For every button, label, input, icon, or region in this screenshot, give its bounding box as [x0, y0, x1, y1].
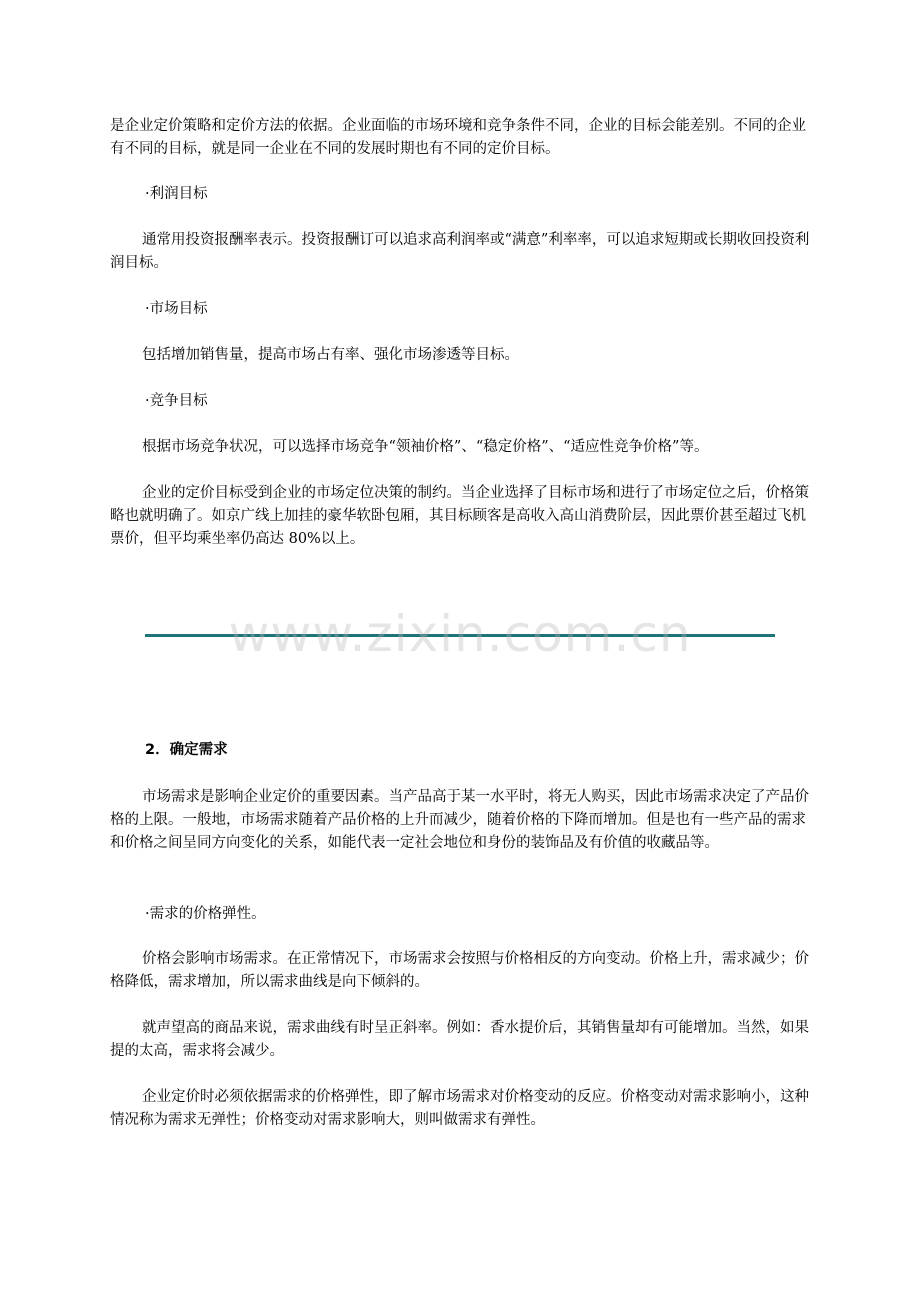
bullet-market-goal: ·市场目标 — [145, 301, 208, 317]
paragraph-market-demand: 市场需求是影响企业定价的重要因素。当产品高于某一水平时，将无人购买，因此市场需求决定了产品价格的上限。一般地，市场需求随着产品价格的上升而减少，随着价格的下降而增加。但是也有一些产品的需求和价格之间呈同方向变化的关系，如能代表一定社会地位和身份的装饰品及有价值的收藏品等。 — [110, 789, 809, 851]
bullet-competition-goal: ·竞争目标 — [145, 393, 208, 409]
paragraph-profit-goal: 通常用投资报酬率表示。投资报酬订可以追求高利润率或“满意”利率率，可以追求短期或长期收回投资利润目标。 — [110, 232, 810, 271]
paragraph-market-goal: 包括增加销售量，提高市场占有率、强化市场渗透等目标。 — [142, 347, 519, 363]
paragraph-market-positioning: 企业的定价目标受到企业的市场定位决策的制约。当企业选择了目标市场和进行了市场定位之后，价格策略也就明确了。如京广线上加挂的豪华软卧包厢，其目标顾客是高收入高山消费阶层，因此票价甚至超过飞机票价，但平均乘坐率仍高达 80%以上。 — [110, 485, 809, 547]
section-divider — [145, 634, 775, 637]
paragraph-competition-goal: 根据市场竞争状况，可以选择市场竞争“领袖价格”、“稳定价格”、“适应性竞争价格”等。 — [142, 439, 709, 455]
bullet-profit-goal: ·利润目标 — [145, 186, 208, 202]
section-heading-demand: 2．确定需求 — [145, 742, 228, 758]
watermark: www.zixin.com.cn — [228, 605, 692, 663]
paragraph-price-effect: 价格会影响市场需求。在正常情况下，市场需求会按照与价格相反的方向变动。价格上升，需求减少；价格降低，需求增加，所以需求曲线是向下倾斜的。 — [110, 951, 809, 990]
paragraph-pricing-basis: 是企业定价策略和定价方法的依据。企业面临的市场环境和竞争条件不同，企业的目标会能差别。不同的企业有不同的目标，就是同一企业在不同的发展时期也有不同的定价目标。 — [110, 118, 806, 157]
paragraph-elasticity-definition: 企业定价时必须依据需求的价格弹性，即了解市场需求对价格变动的反应。价格变动对需求影响小，这种情况称为需求无弹性；价格变动对需求影响大，则叫做需求有弹性。 — [110, 1089, 809, 1128]
bullet-price-elasticity: ·需求的价格弹性。 — [145, 906, 266, 922]
paragraph-prestige-goods: 就声望高的商品来说，需求曲线有时呈正斜率。例如：香水提价后，其销售量却有可能增加。当然，如果提的太高，需求将会减少。 — [110, 1020, 809, 1059]
